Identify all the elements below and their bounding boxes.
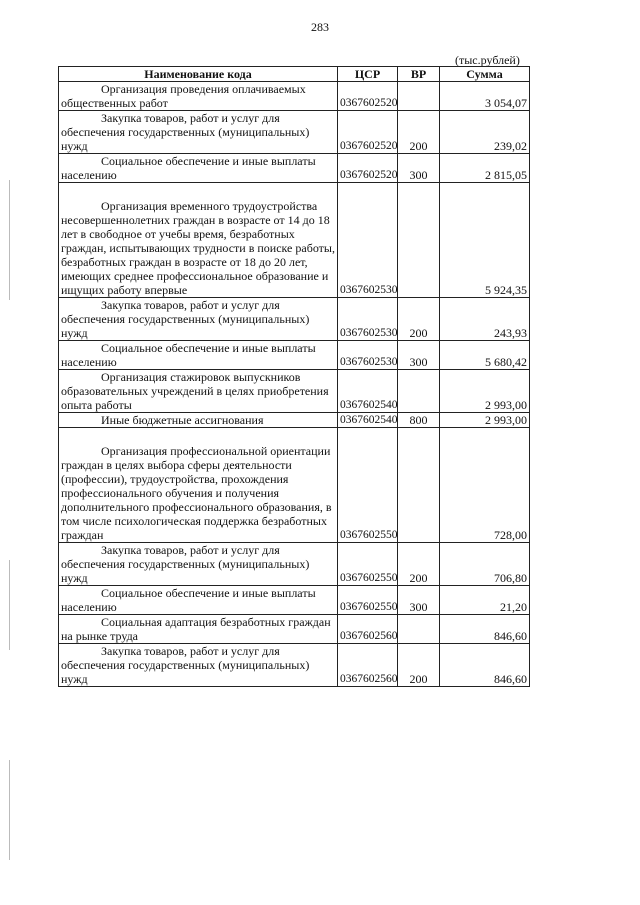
row-vr [398, 615, 440, 644]
table-row [59, 413, 530, 428]
header-name: Наименование кода [59, 67, 338, 82]
row-name: Организация профессиональной ориентации граждан в целях выбора сферы деятельности (профессии), трудоустройства, прохождения профессионального обучения и получения дополнительного профессионального образования, в том числе психологическая поддержка безработных граждан [59, 428, 338, 543]
scan-edge-mark [9, 180, 10, 300]
row-name: Иные бюджетные ассигнования [59, 413, 338, 428]
header-sum: Сумма [440, 67, 530, 82]
table-row [59, 111, 530, 154]
row-vr: 200 [398, 111, 440, 154]
row-vr: 300 [398, 586, 440, 615]
table-row [59, 543, 530, 586]
table-row [59, 298, 530, 341]
scan-edge-mark [9, 760, 10, 860]
row-csr: 0367602550 [338, 543, 398, 586]
header-csr: ЦСР [338, 67, 398, 82]
table-row [59, 644, 530, 687]
row-sum: 846,60 [440, 615, 530, 644]
row-vr: 200 [398, 644, 440, 687]
row-csr: 0367602550 [338, 586, 398, 615]
row-sum: 243,93 [440, 298, 530, 341]
row-name: Закупка товаров, работ и услуг для обеспечения государственных (муниципальных) нужд [59, 543, 338, 586]
row-name: Социальное обеспечение и иные выплаты населению [59, 154, 338, 183]
row-csr: 0367602560 [338, 644, 398, 687]
units-label: (тыс.рублей) [455, 53, 520, 67]
row-csr: 0367602520 [338, 154, 398, 183]
row-vr: 200 [398, 543, 440, 586]
table-row [59, 154, 530, 183]
row-sum: 2 815,05 [440, 154, 530, 183]
row-vr: 300 [398, 341, 440, 370]
row-vr [398, 428, 440, 543]
row-name: Организация временного трудоустройства несовершеннолетних граждан в возрасте от 14 до 18 лет в свободное от учебы время, безработных граждан, испытывающих трудности в поиске работы, безработных граждан в возрасте от 18 до 20 лет, имеющих среднее профессиональное образование и ищущих работу впервые [59, 183, 338, 298]
row-name: Социальная адаптация безработных граждан на рынке труда [59, 615, 338, 644]
row-name: Социальное обеспечение и иные выплаты населению [59, 341, 338, 370]
row-csr: 0367602560 [338, 615, 398, 644]
table-row [59, 370, 530, 413]
row-csr: 0367602520 [338, 82, 398, 111]
row-sum: 21,20 [440, 586, 530, 615]
header-vr: ВР [398, 67, 440, 82]
row-sum: 728,00 [440, 428, 530, 543]
row-name: Закупка товаров, работ и услуг для обеспечения государственных (муниципальных) нужд [59, 111, 338, 154]
row-sum: 3 054,07 [440, 82, 530, 111]
table-row [59, 586, 530, 615]
row-csr: 0367602530 [338, 183, 398, 298]
row-vr [398, 82, 440, 111]
row-csr: 0367602520 [338, 111, 398, 154]
row-sum: 5 680,42 [440, 341, 530, 370]
row-sum: 2 993,00 [440, 370, 530, 413]
row-sum: 5 924,35 [440, 183, 530, 298]
row-name: Закупка товаров, работ и услуг для обеспечения государственных (муниципальных) нужд [59, 644, 338, 687]
row-vr [398, 183, 440, 298]
row-csr: 0367602550 [338, 428, 398, 543]
table-row [59, 428, 530, 543]
table-row [59, 82, 530, 111]
budget-table [58, 66, 530, 687]
row-sum: 846,60 [440, 644, 530, 687]
row-vr: 300 [398, 154, 440, 183]
row-csr: 0367602540 [338, 370, 398, 413]
scan-edge-mark [9, 560, 10, 650]
row-csr: 0367602530 [338, 341, 398, 370]
row-vr: 800 [398, 413, 440, 428]
row-sum: 239,02 [440, 111, 530, 154]
row-name: Организация проведения оплачиваемых общественных работ [59, 82, 338, 111]
row-sum: 706,80 [440, 543, 530, 586]
row-name: Социальное обеспечение и иные выплаты населению [59, 586, 338, 615]
table-row [59, 615, 530, 644]
row-name: Закупка товаров, работ и услуг для обеспечения государственных (муниципальных) нужд [59, 298, 338, 341]
row-sum: 2 993,00 [440, 413, 530, 428]
table-header-row [59, 67, 530, 82]
row-vr [398, 370, 440, 413]
table-row [59, 341, 530, 370]
table-row [59, 183, 530, 298]
row-name: Организация стажировок выпускников образовательных учреждений в целях приобретения опыта работы [59, 370, 338, 413]
row-csr: 0367602540 [338, 413, 398, 428]
page-number: 283 [311, 20, 329, 34]
row-csr: 0367602530 [338, 298, 398, 341]
row-vr: 200 [398, 298, 440, 341]
